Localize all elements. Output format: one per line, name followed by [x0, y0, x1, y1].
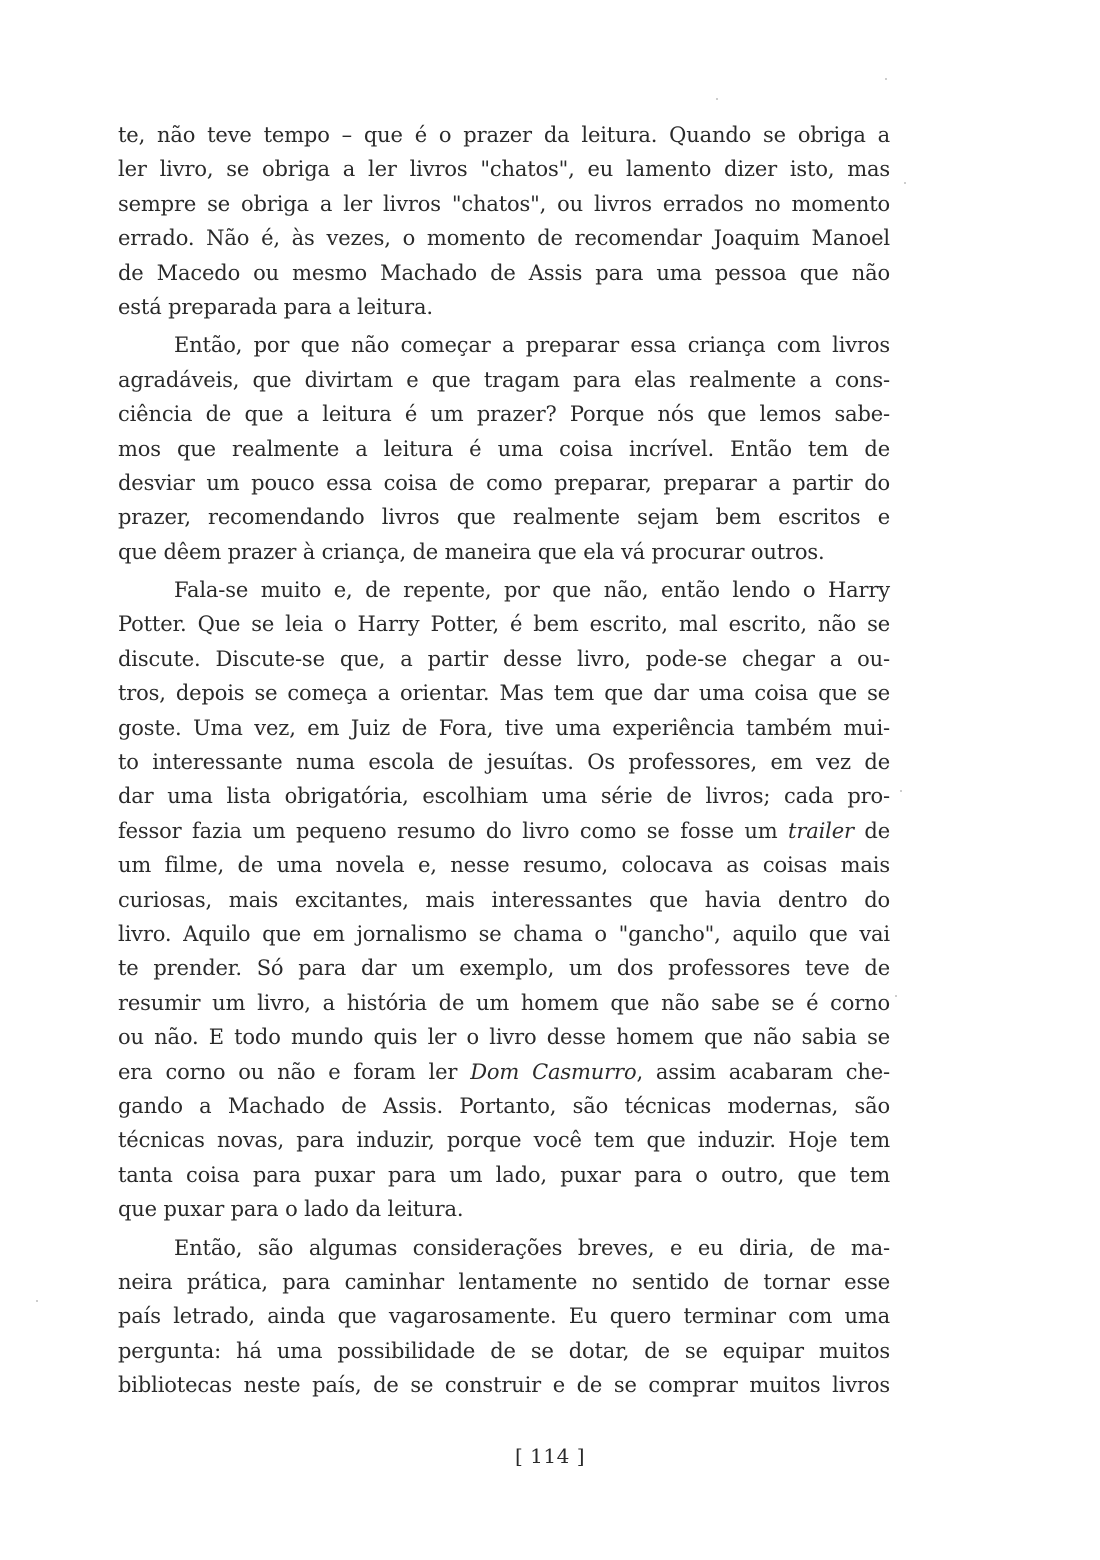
text-line	[118, 1231, 890, 1265]
paragraph	[118, 1231, 890, 1403]
text-line	[118, 1020, 890, 1054]
text-segment: , assim acabaram che-	[636, 1059, 890, 1084]
text-line	[118, 711, 890, 745]
text-segment: neira prática, para caminhar lentamente no sentido de tornar esse	[118, 1269, 890, 1294]
scan-speck	[895, 995, 897, 997]
text-segment: gando a Machado de Assis. Portanto, são técnicas modernas, são	[118, 1093, 890, 1118]
text-segment: te, não teve tempo – que é o prazer da leitura. Quando se obriga a	[118, 123, 890, 147]
text-line	[118, 152, 890, 186]
text-segment: tanta coisa para puxar para um lado, puxar para o outro, que tem	[118, 1162, 890, 1187]
text-line	[118, 642, 890, 676]
text-line	[118, 1265, 890, 1299]
italic-title: Dom Casmurro	[470, 1059, 637, 1084]
text-line	[118, 432, 890, 466]
text-segment: Então, por que não começar a preparar essa criança com livros	[174, 333, 890, 358]
text-line	[118, 1368, 890, 1402]
text-segment: dar uma lista obrigatória, escolhiam uma série de livros; cada pro-	[118, 784, 890, 809]
text-segment: curiosas, mais excitantes, mais interessantes que havia dentro do	[118, 887, 890, 912]
text-segment: errado. Não é, às vezes, o momento de recomendar Joaquim Manoel	[118, 226, 890, 251]
text-line	[118, 256, 890, 290]
text-segment: era corno ou não e foram ler	[118, 1059, 471, 1084]
text-line	[118, 573, 890, 607]
text-line	[118, 363, 890, 397]
body-text	[118, 118, 890, 1402]
text-line	[118, 883, 890, 917]
page-number: [ 114 ]	[515, 1444, 585, 1468]
text-segment: que dêem prazer à criança, de maneira que ela vá procurar outros.	[118, 539, 825, 564]
text-line	[118, 1123, 890, 1157]
text-segment: desviar um pouco essa coisa de como preparar, preparar a partir do	[118, 470, 890, 495]
text-line	[118, 118, 890, 152]
text-segment: tros, depois se começa a orientar. Mas tem que dar uma coisa que se	[118, 681, 890, 706]
text-segment: sempre se obriga a ler livros "chatos", ou livros errados no momento	[118, 191, 890, 216]
text-segment: está preparada para a leitura.	[118, 294, 433, 319]
text-line	[118, 1055, 890, 1089]
text-segment: que puxar para o lado da leitura.	[118, 1197, 464, 1222]
text-line	[118, 848, 890, 882]
paragraph	[118, 573, 890, 1226]
text-segment: técnicas novas, para induzir, porque você tem que induzir. Hoje tem	[118, 1128, 890, 1153]
text-segment: Então, são algumas considerações breves, e eu diria, de ma-	[174, 1235, 890, 1260]
text-line	[118, 535, 890, 569]
text-line	[118, 1334, 890, 1368]
italic-title: trailer	[788, 818, 854, 843]
text-segment: fessor fazia um pequeno resumo do livro como se fosse um	[118, 818, 789, 843]
text-line	[118, 187, 890, 221]
text-segment: prazer, recomendando livros que realmente sejam bem escritos e	[118, 505, 890, 530]
text-segment: pergunta: há uma possibilidade de se dotar, de se equipar muitos	[118, 1338, 890, 1363]
text-segment: mos que realmente a leitura é uma coisa incrível. Então tem de	[118, 436, 890, 461]
text-segment: livro. Aquilo que em jornalismo se chama o "gancho", aquilo que vai	[118, 921, 890, 946]
text-line	[118, 1089, 890, 1123]
text-line	[118, 814, 890, 848]
text-segment: de Macedo ou mesmo Machado de Assis para uma pessoa que não	[118, 260, 890, 285]
text-line	[118, 1299, 890, 1333]
text-segment: um filme, de uma novela e, nesse resumo, colocava as coisas mais	[118, 853, 890, 878]
text-segment: goste. Uma vez, em Juiz de Fora, tive uma experiência também mui-	[118, 715, 890, 740]
text-segment: ciência de que a leitura é um prazer? Porque nós que lemos sabe-	[118, 402, 890, 427]
text-segment: Fala-se muito e, de repente, por que não, então lendo o Harry	[174, 578, 890, 603]
text-segment: Potter. Que se leia o Harry Potter, é bem escrito, mal escrito, não se	[118, 612, 890, 637]
text-line	[118, 1158, 890, 1192]
text-segment: ler livro, se obriga a ler livros "chatos", eu lamento dizer isto, mas	[118, 157, 890, 182]
text-segment: to interessante numa escola de jesuítas. Os professores, em vez de	[118, 750, 890, 775]
text-segment: agradáveis, que divirtam e que tragam para elas realmente a cons-	[118, 367, 890, 392]
text-segment: país letrado, ainda que vagarosamente. Eu quero terminar com uma	[118, 1304, 890, 1329]
paragraph	[118, 118, 890, 324]
text-line	[118, 397, 890, 431]
text-line	[118, 951, 890, 985]
text-line	[118, 986, 890, 1020]
paragraph	[118, 328, 890, 569]
text-segment: te prender. Só para dar um exemplo, um dos professores teve de	[118, 956, 890, 981]
text-line	[118, 607, 890, 641]
text-segment: discute. Discute-se que, a partir desse livro, pode-se chegar a ou-	[118, 646, 890, 671]
text-line	[118, 328, 890, 362]
text-segment: de	[853, 818, 890, 843]
scan-speck	[885, 78, 887, 80]
text-line	[118, 779, 890, 813]
text-line	[118, 745, 890, 779]
text-segment: ou não. E todo mundo quis ler o livro desse homem que não sabia se	[118, 1025, 890, 1050]
text-line	[118, 500, 890, 534]
text-segment: resumir um livro, a história de um homem que não sabe se é corno	[118, 990, 890, 1015]
scan-speck	[904, 182, 906, 184]
text-line	[118, 1192, 890, 1226]
text-line	[118, 466, 890, 500]
text-line	[118, 221, 890, 255]
scan-speck	[36, 1300, 38, 1302]
text-line	[118, 917, 890, 951]
text-line	[118, 676, 890, 710]
scan-speck	[900, 790, 902, 792]
text-line	[118, 290, 890, 324]
scan-speck	[716, 98, 718, 100]
text-segment: bibliotecas neste país, de se construir e de se comprar muitos livros	[118, 1373, 890, 1398]
